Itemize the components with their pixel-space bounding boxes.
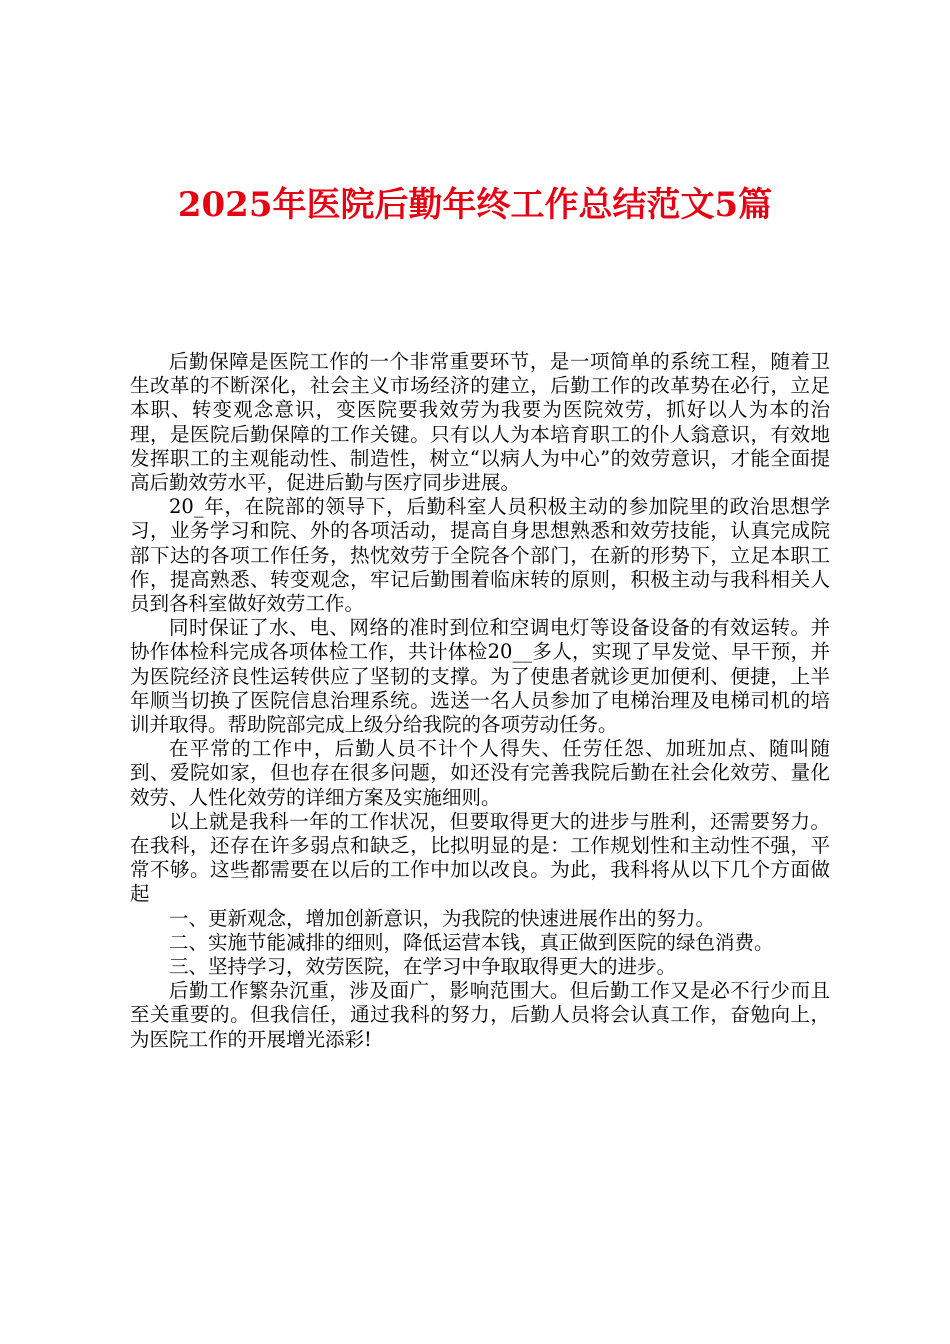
paragraph: 三、坚持学习，效劳医院，在学习中争取取得更大的进步。 [169,955,677,979]
paragraph: 20_年，在院部的领导下，后勤科室人员积极主动的参加院里的政治思想学习，业务学习和院、外的各项活动，提高自身思想熟悉和效劳技能，认真完成院部下达的各项工作任务，热忱效劳于全院各个部门，在新的形势下，立足本职工作，提高熟悉、转变观念，牢记后勤围着临床转的原则，积极主动与我科相关人员到各科室做好效劳工作。 [130,495,830,616]
paragraph: 以上就是我科一年的工作状况，但要取得更大的进步与胜利，还需要努力。在我科，还存在许多弱点和缺乏，比拟明显的是：工作规划性和主动性不强，平常不够。这些都需要在以后的工作中加以改良。为此，我科将从以下几个方面做起 [130,809,830,906]
paragraph: 后勤工作繁杂沉重，涉及面广，影响范围大。但后勤工作又是必不行少而且至关重要的。但我信任，通过我科的努力，后勤人员将会认真工作，奋勉向上，为医院工作的开展增光添彩! [130,979,830,1051]
paragraph: 二、实施节能减排的细则，降低运营本钱，真正做到医院的绿色消费。 [169,930,774,954]
paragraph: 在平常的工作中，后勤人员不计个人得失、任劳任怨、加班加点、随叫随到、爱院如家，但也存在很多问题，如还没有完善我院后勤在社会化效劳、量化效劳、人性化效劳的详细方案及实施细则。 [130,737,830,809]
paragraph: 一、更新观念，增加创新意识，为我院的快速进展作出的努力。 [169,906,716,930]
document-title: 2025年医院后勤年终工作总结范文5篇 [177,185,773,225]
paragraph: 同时保证了水、电、网络的准时到位和空调电灯等设备设备的有效运转。并协作体检科完成各项体检工作，共计体检20__多人，实现了早发觉、早干预，并为医院经济良性运转供应了坚韧的支撑。为了使患者就诊更加便利、便捷，上半年顺当切换了医院信息治理系统。选送一名人员参加了电梯治理及电梯司机的培训并取得。帮助院部完成上级分给我院的各项劳动任务。 [130,616,830,737]
document-body [130,350,830,1052]
paragraph: 后勤保障是医院工作的一个非常重要环节，是一项简单的系统工程，随着卫生改革的不断深化，社会主义市场经济的建立，后勤工作的改革势在必行，立足本职、转变观念意识，变医院要我效劳为我要为医院效劳，抓好以人为本的治理，是医院后勤保障的工作关键。只有以人为本培育职工的仆人翁意识，有效地发挥职工的主观能动性、制造性，树立“以病人为中心”的效劳意识，才能全面提高后勤效劳水平，促进后勤与医疗同步进展。 [130,350,830,495]
